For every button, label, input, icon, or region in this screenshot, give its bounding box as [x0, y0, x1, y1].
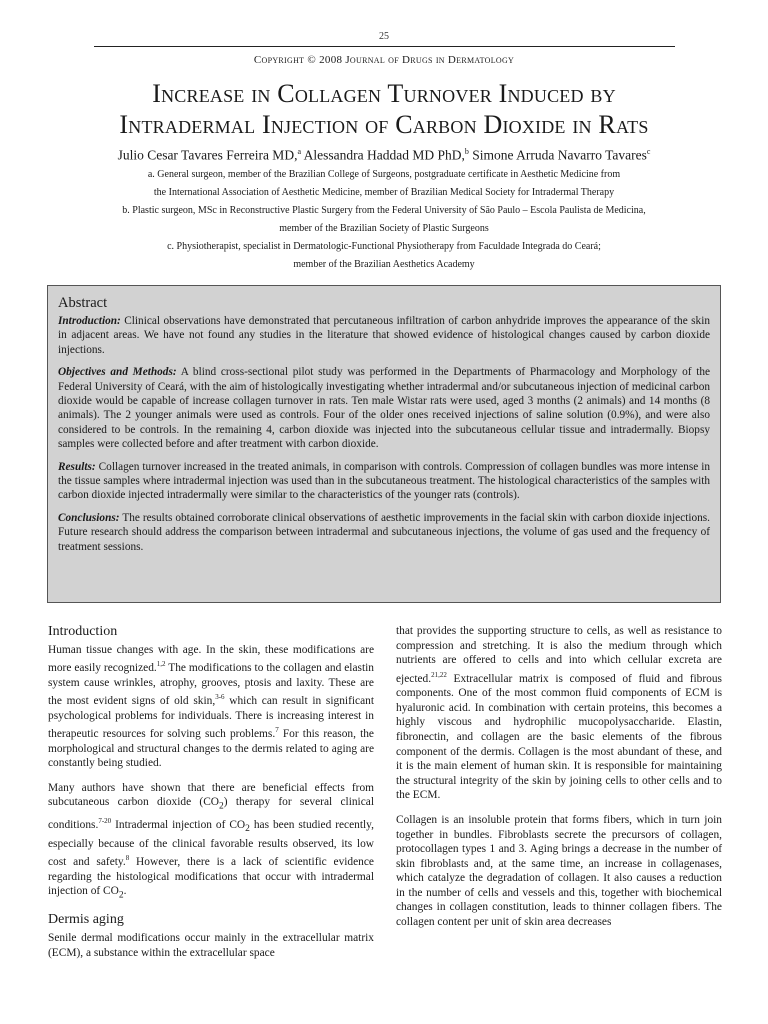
text-run: However, there is a lack of scientific evidence regarding the histological modifications that occur with intradermal injection of CO	[48, 856, 374, 898]
citation: 8	[125, 854, 130, 863]
abstract-methods-label: Objectives and Methods:	[58, 366, 177, 379]
text-run: Human tissue changes with age. In the skin, these modifications are more easily recognized.	[48, 643, 374, 674]
text-run: ) therapy for several clinical conditions.	[48, 796, 374, 831]
text-run: Intradermal injection of CO	[111, 819, 246, 831]
subscript: 2	[118, 890, 124, 901]
affiliation-line: a. General surgeon, member of the Brazilian College of Surgeons, postgraduate certificate in Aesthetic Medicine from	[147, 169, 621, 180]
dermis-aging-heading: Dermis aging	[48, 912, 124, 928]
citation: 21,22	[431, 670, 447, 679]
abstract-introduction	[58, 314, 710, 357]
citation: 7-20	[98, 817, 112, 826]
abstract-conclusions-label: Conclusions:	[58, 511, 120, 524]
intro-paragraph-1	[48, 643, 374, 771]
article-title	[40, 78, 728, 140]
text-run: Extracellular matrix is composed of fluid and fibrous components. One of the most common fluid components of ECM is hyaluronic acid. In combination with certain proteins, this becomes a highly viscous and hydrophilic mucopolysaccharide. Elastin, fibronectin, and collagen are the basic elements of the fibrous component of the dermis. Collagen is the most abundant of these, and it is the main element of human skin. It is responsible for maintaining the structural integrity of the skin by joining cells to other cells and to the ECM.	[396, 672, 722, 802]
right-paragraph-1	[396, 624, 722, 803]
affiliation-line: c. Physiotherapist, specialist in Dermatologic-Functional Physiotherapy from Faculdade Integrada do Ceará;	[167, 241, 601, 252]
abstract-intro-label: Introduction:	[58, 315, 121, 327]
abstract-box	[47, 285, 721, 603]
abstract-heading: Abstract	[58, 295, 108, 311]
header-rule	[94, 46, 675, 47]
subscript: 2	[245, 824, 250, 835]
abstract-methods-text: A blind cross-sectional pilot study was performed in the Departments of Pharmacology and Morphology of the Federal University of Ceará, with the aim of histologically investigating whether intradermal and/or subcutaneous injection of medicinal carbon dioxide would be capable of increase collagen turnover in rats. Ten male Wistar rats were used, aged 3 months (2 animals) and 14 months (8 animals). The 2 younger animals were used as controls. Four of the older ones received injections of saline solution (0.9%), and were also considered to be controls. In the remaining 4, carbon dioxide was injected into the subcutaneous cellular tissue and intradermally. Biopsy samples were collected before and after treatment with carbon dioxide.	[58, 366, 710, 451]
page-number: 25	[379, 31, 389, 42]
author-1-affil: a	[297, 147, 302, 156]
affiliation-line: the International Association of Aesthetic Medicine, member of Brazilian Medical Society for Intradermal Therapy	[153, 187, 615, 198]
abstract-results-text: Collagen turnover increased in the treated animals, in comparison with controls. Compression of collagen bundles was more intense in the tissue samples where intradermal injection was used than in the subcutaneous treatment. The histological characteristics of the samples with carbon dioxide injected intradermally were similar to the characteristics of the younger rats (controls).	[58, 460, 710, 502]
author-2-affil: b	[464, 147, 469, 156]
abstract-conclusions-text: The results obtained corroborate clinical observations of aesthetic improvements in the facial skin with carbon dioxide injections. Future research should address the comparison between intradermal and subcutaneous injections, the volume of gas used and the frequency of treatment sessions.	[58, 511, 710, 553]
citation: 3-6	[215, 693, 225, 702]
abstract-methods	[58, 365, 710, 451]
text-run: has been studied recently, especially because of the clinical favorable results observed, its low cost and safety.	[48, 819, 374, 869]
affiliation-line: member of the Brazilian Aesthetics Academy	[293, 259, 475, 270]
text-run: which can result in significant psychological problems for individuals. There is increasing interest in therapeutic resources for solving such problems.	[48, 694, 374, 740]
abstract-results	[58, 460, 710, 503]
affiliation-line: b. Plastic surgeon, MSc in Reconstructive Plastic Surgery from the Federal University of São Paulo – Escola Paulista de Medicina,	[122, 205, 646, 216]
citation: 7	[275, 726, 279, 735]
abstract-results-label: Results:	[58, 460, 96, 473]
title-line-2: Intradermal Injection of Carbon Dioxide in Rats	[119, 110, 649, 139]
subscript: 2	[219, 801, 224, 812]
text-run: For this reason, the morphological and structural changes to the dermis related to aging are constantly being studied.	[48, 727, 374, 770]
text-run: that provides the supporting structure to cells, as well as resistance to compression and stretching. It is also the medium through which nutrients are offered to cells and into which cellular excreta are ejected.	[396, 625, 722, 685]
title-line-1: Increase in Collagen Turnover Induced by	[152, 79, 616, 108]
left-column	[48, 625, 374, 970]
author-list	[20, 147, 748, 164]
author-3-affil: c	[646, 147, 651, 156]
introduction-heading: Introduction	[48, 624, 118, 639]
affiliations	[40, 166, 728, 274]
citation: 1,2	[156, 660, 166, 669]
text-run: Many authors have shown that there are beneficial effects from subcutaneous carbon dioxide (CO	[48, 781, 374, 809]
copyright-line: Copyright © 2008 Journal of Drugs in Dermatology	[253, 54, 515, 66]
abstract-conclusions	[58, 511, 710, 554]
dermis-paragraph-1: Senile dermal modifications occur mainly in the extracellular matrix (ECM), a substance within the extracellular space	[48, 931, 374, 959]
author-3: Simone Arruda Navarro Tavares	[468, 147, 647, 163]
affiliation-line: member of the Brazilian Society of Plastic Surgeons	[279, 223, 489, 234]
text-run: The modifications to the collagen and elastin system cause wrinkles, atrophy, grooves, ptosis and laxity. These are the most evident signs of old skin,	[48, 661, 374, 707]
author-2: Alessandra Haddad MD PhD,	[301, 147, 465, 163]
text-run: .	[123, 885, 127, 898]
right-paragraph-2: Collagen is an insoluble protein that forms fibers, which in turn join together in bundles. Fibroblasts secrete the precursors of collagen, protocollagen types 1 and 3. Aging brings a decrease in the number of skin fibroblasts and, at the same time, an increase in collagenases, which catalyze the degradation of collagen. It also causes a reduction in the number of cells and vessels and this, together with biochemical changes in collagen constitution, leads to thinner collagen fibers. The collagen content per unit of skin area decreases	[396, 813, 722, 929]
abstract-intro-text: Clinical observations have demonstrated that percutaneous infiltration of carbon anhydride improves the appearance of the skin in adjacent areas. We have not found any studies in the literature that showed evidence of histological changes caused by carbon dioxide injections.	[58, 315, 710, 356]
intro-paragraph-2	[48, 781, 374, 904]
author-1: Julio Cesar Tavares Ferreira MD,	[117, 147, 298, 163]
right-column	[396, 624, 722, 940]
